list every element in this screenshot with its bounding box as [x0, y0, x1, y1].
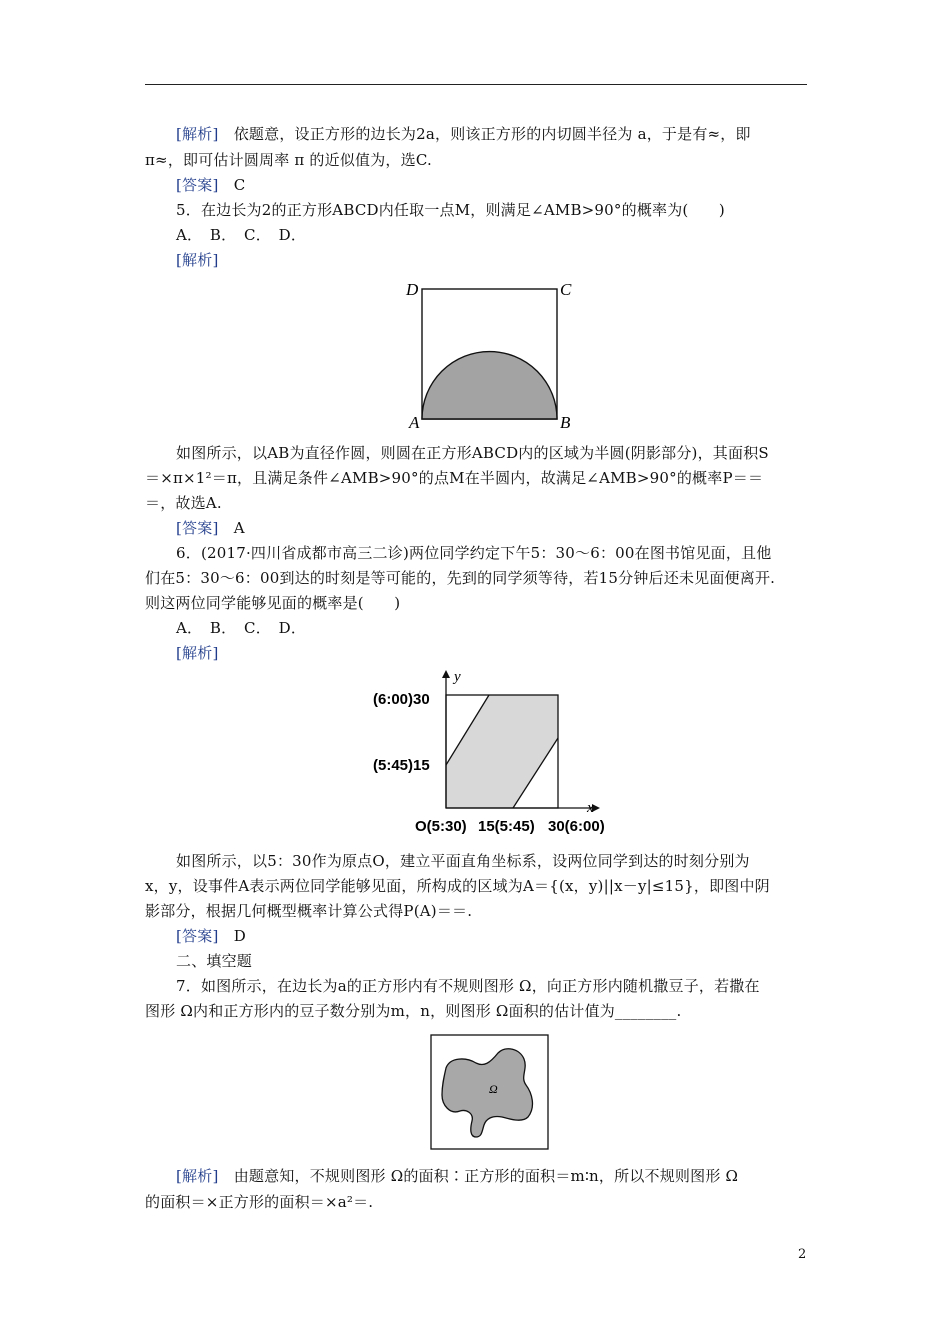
- section-heading: 二、填空题: [176, 952, 253, 970]
- shaded-band: [446, 695, 558, 808]
- y-axis-arrow: [442, 670, 450, 678]
- vertex-a-label: A: [409, 413, 420, 432]
- solution-5-line-1: 如图所示，以AB为直径作圆，则圆在正方形ABCD内的区域为半圆(阴影部分)，其面积S: [176, 444, 769, 462]
- y-axis-label: y: [454, 669, 461, 685]
- x-tick-30: 30(6:00): [548, 818, 605, 835]
- question-5: 5．在边长为2的正方形ABCD内任取一点M，则满足∠AMB>90°的概率为( ): [176, 201, 725, 219]
- question-5-options: A． B． C． D．: [176, 226, 307, 244]
- answer-4: [答案] C: [176, 176, 246, 194]
- question-6-options: A． B． C． D．: [176, 619, 307, 637]
- shaded-semicircle: [422, 352, 557, 419]
- omega-label: Ω: [489, 1082, 498, 1096]
- answer-6: [答案] D: [176, 927, 246, 945]
- answer-5: [答案] A: [176, 519, 245, 537]
- solution-4-line-2: π≈，即可估计圆周率 π 的近似值为，选C.: [145, 151, 432, 169]
- figure-5-square-semicircle: [400, 276, 585, 434]
- solution-6-line-3: 影部分，根据几何概型概率计算公式得P(A)＝＝.: [145, 902, 473, 920]
- solution-6-line-1: 如图所示，以5：30作为原点O，建立平面直角坐标系，设两位同学到达的时刻分别为: [176, 852, 750, 870]
- solution-6-label: [解析]: [176, 644, 219, 662]
- solution-7-line-2: 的面积＝×正方形的面积＝×a²＝.: [145, 1193, 374, 1211]
- question-7-line-2: 图形 Ω内和正方形内的豆子数分别为m，n，则图形 Ω面积的估计值为________.: [145, 1002, 682, 1020]
- answer-label: [答案]: [176, 176, 219, 194]
- question-6-line-3: 则这两位同学能够见面的概率是( ): [145, 594, 401, 612]
- question-6-line-1: 6．(2017·四川省成都市高三二诊)两位同学约定下午5：30～6：00在图书馆见面，且他: [176, 544, 772, 562]
- x-tick-15: 15(5:45): [478, 818, 535, 835]
- origin-label: O(5:30): [415, 818, 467, 835]
- page-number: 2: [798, 1247, 807, 1262]
- solution-5-label: [解析]: [176, 251, 219, 269]
- vertex-b-label: B: [560, 413, 571, 432]
- header-rule: [145, 84, 807, 85]
- solution-6-line-2: x，y，设事件A表示两位同学能够见面，所构成的区域为A＝{(x，y)||x－y|≤15}，即图中阴: [145, 877, 770, 895]
- y-tick-30: (6:00)30: [373, 691, 430, 708]
- x-axis-label: x: [587, 800, 594, 816]
- solution-label: [解析]: [176, 125, 219, 143]
- solution-7-line-1: [解析] 由题意知，不规则图形 Ω的面积∶正方形的面积＝m∶n，所以不规则图形 Ω: [176, 1167, 739, 1185]
- solution-5-line-2: ＝×π×1²＝π，且满足条件∠AMB>90°的点M在半圆内，故满足∠AMB>90°的概率P＝＝: [145, 469, 764, 487]
- vertex-c-label: C: [560, 280, 572, 299]
- figure-7-irregular-shape: [428, 1033, 552, 1153]
- question-7-line-1: 7．如图所示，在边长为a的正方形内有不规则图形 Ω，向正方形内随机撒豆子，若撒在: [176, 977, 760, 995]
- vertex-d-label: D: [406, 280, 419, 299]
- figure-6-meeting-region: [372, 668, 622, 838]
- y-tick-15: (5:45)15: [373, 757, 430, 774]
- solution-4-line-1: [解析] 依题意，设正方形的边长为2a，则该正方形的内切圆半径为 a，于是有≈，即: [176, 125, 751, 143]
- omega-shape: [442, 1049, 532, 1137]
- solution-5-line-3: ＝，故选A.: [145, 494, 222, 512]
- question-6-line-2: 们在5：30～6：00到达的时刻是等可能的，先到的同学须等待，若15分钟后还未见面便离开.: [145, 569, 776, 587]
